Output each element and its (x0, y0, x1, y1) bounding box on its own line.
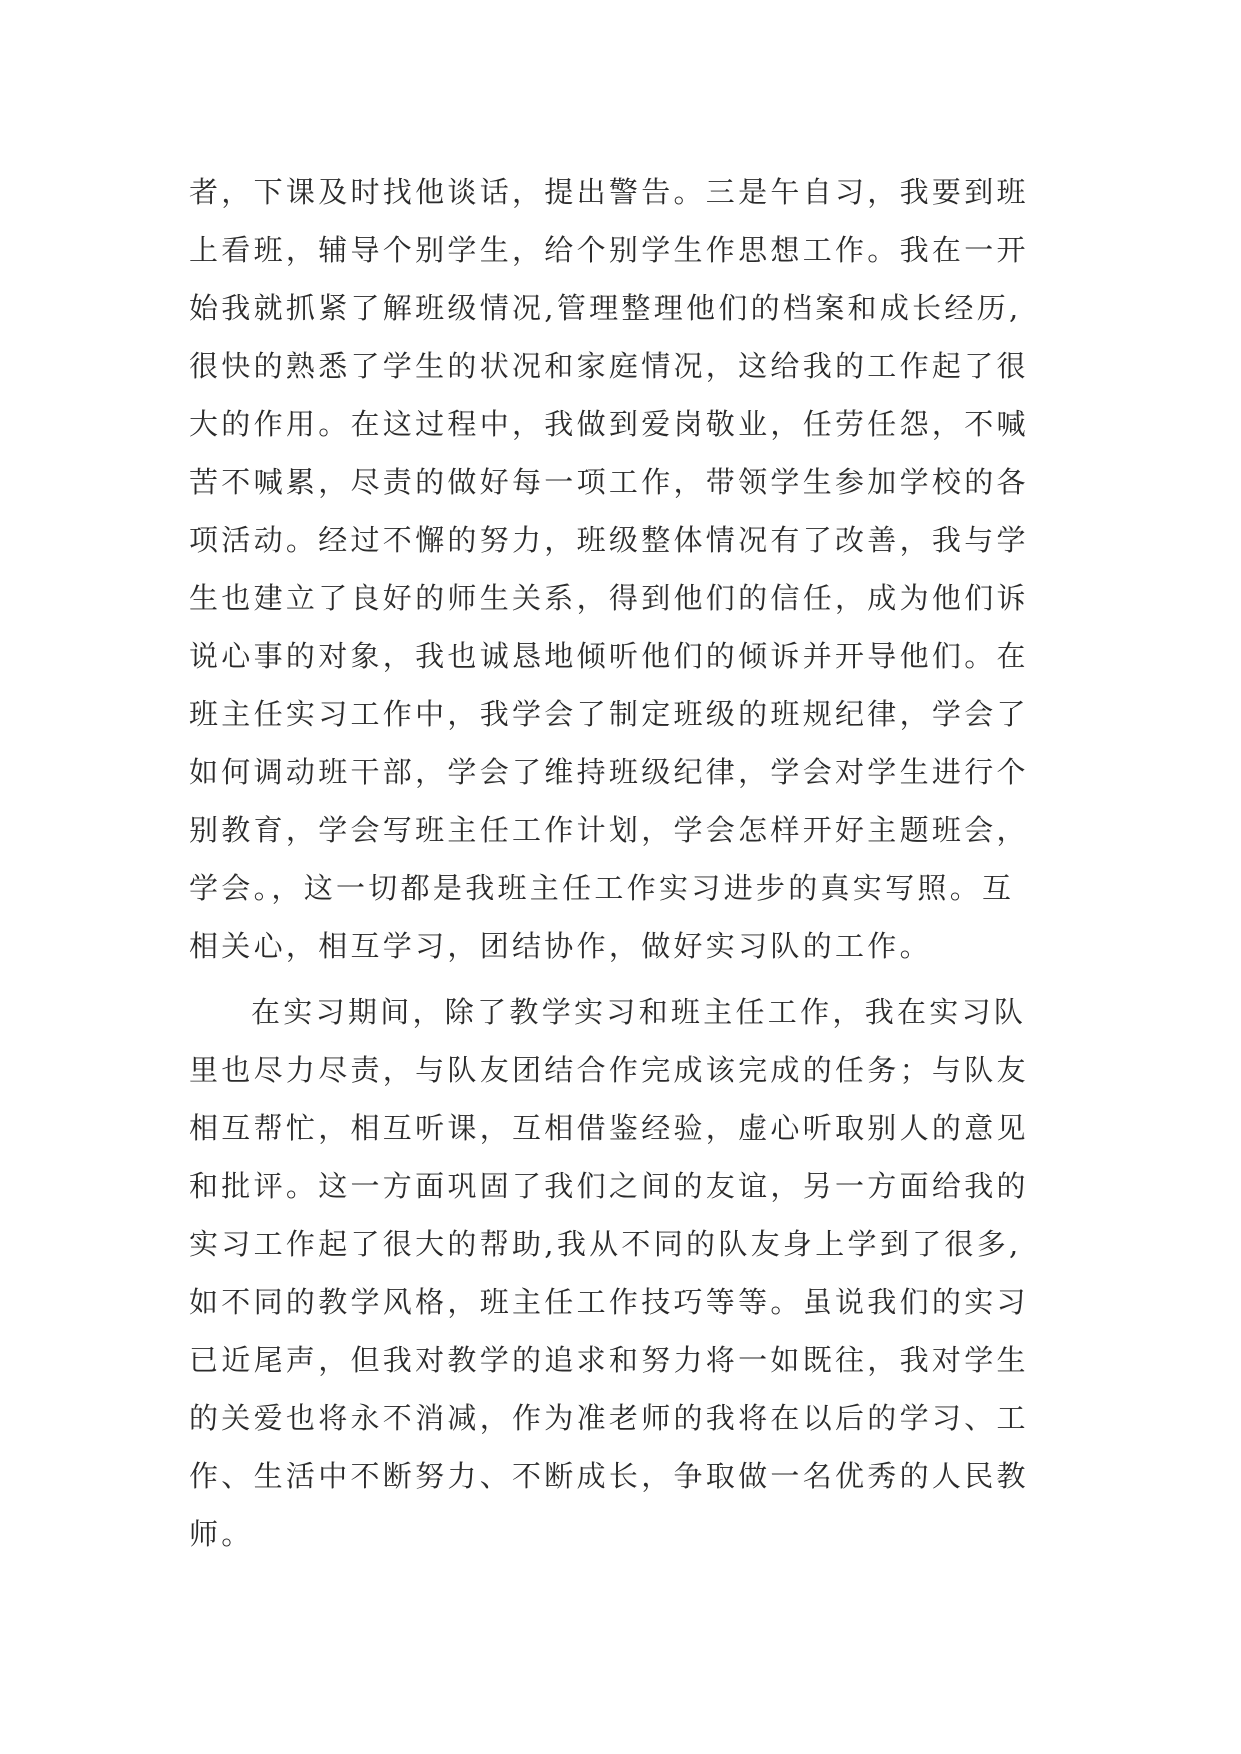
paragraph-line: 作、生活中不断努力、不断成长，争取做一名优秀的人民教 (189, 1459, 1029, 1493)
paragraph-line: 实习工作起了很大的帮助,我从不同的队友身上学到了很多, (189, 1227, 1022, 1261)
paragraph-line: 别教育，学会写班主任工作计划，学会怎样开好主题班会， (189, 813, 1029, 847)
paragraph-line: 生也建立了良好的师生关系，得到他们的信任，成为他们诉 (189, 581, 1029, 615)
paragraph-line: 苦不喊累，尽责的做好每一项工作，带领学生参加学校的各 (189, 465, 1029, 499)
paragraph-line: 师。 (189, 1517, 254, 1551)
paragraph-line: 已近尾声，但我对教学的追求和努力将一如既往，我对学生 (189, 1343, 1029, 1377)
paragraph-line: 者，下课及时找他谈话，提出警告。三是午自习，我要到班 (189, 175, 1029, 209)
paragraph-line: 和批评。这一方面巩固了我们之间的友谊，另一方面给我的 (189, 1169, 1029, 1203)
paragraph-line: 在实习期间，除了教学实习和班主任工作，我在实习队 (251, 995, 1027, 1029)
paragraph-line: 如不同的教学风格，班主任工作技巧等等。虽说我们的实习 (189, 1285, 1029, 1319)
paragraph-line: 班主任实习工作中，我学会了制定班级的班规纪律，学会了 (189, 697, 1029, 731)
paragraph-line: 学会。，这一切都是我班主任工作实习进步的真实写照。互 (189, 871, 1015, 905)
paragraph-line: 项活动。经过不懈的努力，班级整体情况有了改善，我与学 (189, 523, 1029, 557)
paragraph-line: 如何调动班干部，学会了维持班级纪律，学会对学生进行个 (189, 755, 1029, 789)
paragraph-2 (189, 983, 1089, 1563)
paragraph-line: 说心事的对象，我也诚恳地倾听他们的倾诉并开导他们。在 (189, 639, 1029, 673)
paragraph-line: 始我就抓紧了解班级情况,管理整理他们的档案和成长经历, (189, 291, 1022, 325)
paragraph-line: 上看班，辅导个别学生，给个别学生作思想工作。我在一开 (189, 233, 1029, 267)
paragraph-line: 很快的熟悉了学生的状况和家庭情况，这给我的工作起了很 (189, 349, 1029, 383)
paragraph-line: 的关爱也将永不消减，作为准老师的我将在以后的学习、工 (189, 1401, 1029, 1435)
paragraph-line: 相互帮忙，相互听课，互相借鉴经验，虚心听取别人的意见 (189, 1111, 1029, 1145)
paragraph-line: 里也尽力尽责，与队友团结合作完成该完成的任务；与队友 (189, 1053, 1029, 1087)
paragraph-1 (189, 163, 1089, 975)
paragraph-line: 大的作用。在这过程中，我做到爱岗敬业，任劳任怨，不喊 (189, 407, 1029, 441)
body-text (189, 163, 1089, 1563)
paragraph-line: 相关心，相互学习，团结协作，做好实习队的工作。 (189, 929, 932, 963)
